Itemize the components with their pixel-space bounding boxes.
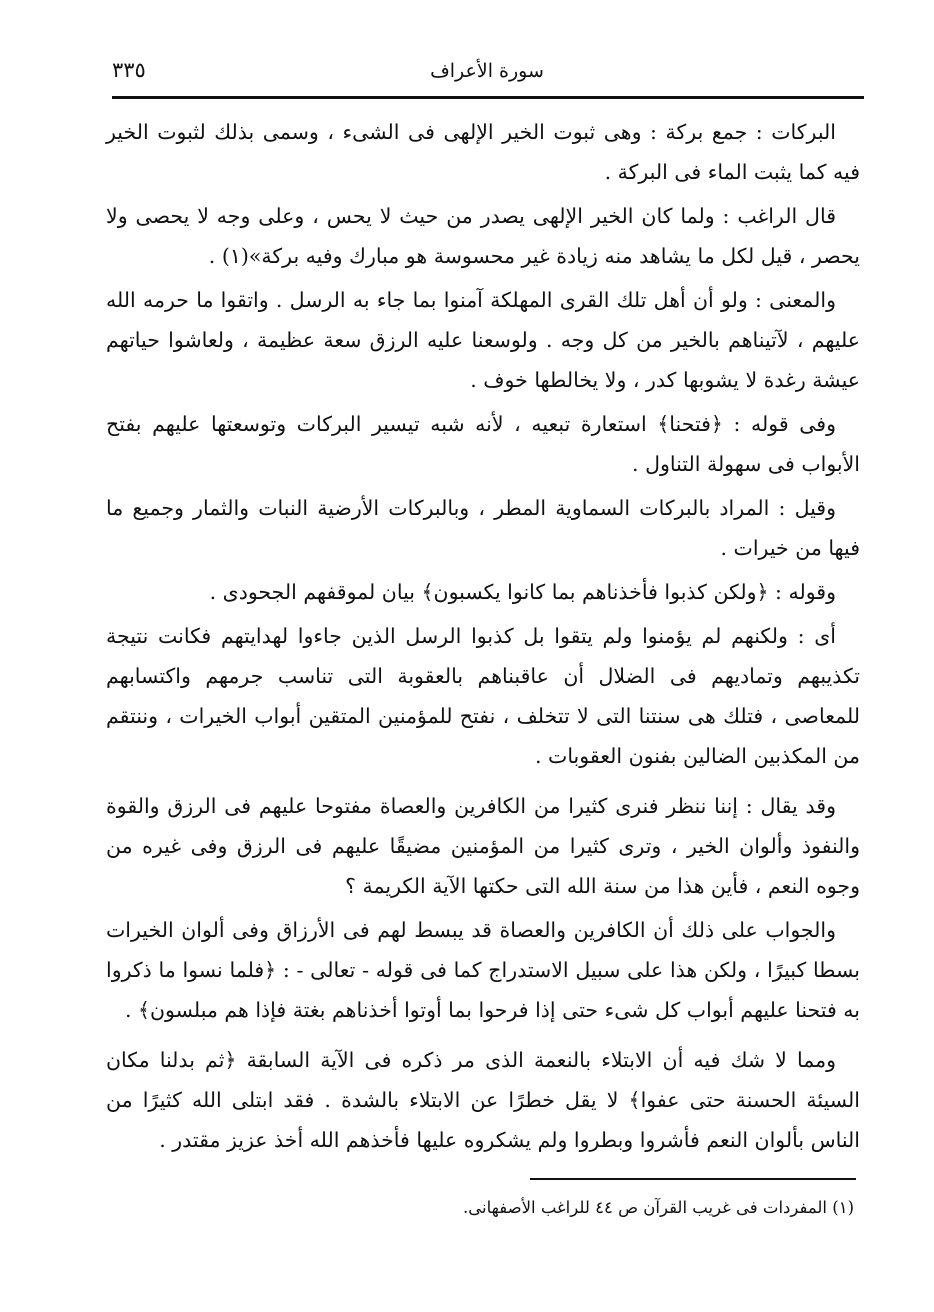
paragraph-barakat-definition: البركات : جمع بركة : وهى ثبوت الخير الإلهى فى الشىء ، وسمى بذلك لثبوت الخير فيه كما يثبت الماء فى البركة . [106,120,860,184]
page-body [106,112,860,1164]
page-header [112,52,862,92]
page-number: ٣٣٥ [112,58,146,82]
paragraph-fatahna-metaphor: وفى قوله : ﴿فتحنا﴾ استعارة تبعيه ، لأنه شبه تيسير البركات وتوسعتها عليهم بفتح الأبواب فى سهولة التناول . [106,412,860,476]
paragraph-meaning: والمعنى : ولو أن أهل تلك القرى المهلكة آمنوا بما جاء به الرسل . واتقوا ما حرمه الله عليهم ، لآتيناهم بالخير من كل وجه . ولوسعنا عليه الرزق سعة عظيمة ، ولعاشوا حياتهم عيشة رغدة لا يشوبها كدر ، ولا يخالطها خوف . [106,288,860,392]
footnote-divider [530,1178,856,1180]
paragraph-answer: والجواب على ذلك أن الكافرين والعصاة قد يبسط لهم فى الأرزاق وفى ألوان الخيرات بسطا كبيرًا ، ولكن هذا على سبيل الاستدراج كما فى قوله - تعالى - : ﴿فلما نسوا ما ذكروا به فتحنا عليهم أبواب كل شىء حتى إذا فرحوا بما أوتوا أخذناهم بغتة فإذا هم مبلسون﴾ . [106,918,860,1022]
paragraph-heaven-earth-blessings: وقيل : المراد بالبركات السماوية المطر ، وبالبركات الأرضية النبات والثمار وجميع ما فيها من خيرات . [106,496,860,560]
header-divider [112,96,864,99]
footnote: (١) المفردات فى غريب القرآن ص ٤٤ للراغب الأصفهانى. [463,1198,854,1217]
paragraph-verse-explanation: وقوله : ﴿ولكن كذبوا فأخذناهم بما كانوا يكسبون﴾ بيان لموقفهم الجحودى . [209,580,836,604]
surah-title: سورة الأعراف [430,60,544,82]
paragraph-objection: وقد يقال : إننا ننظر فنرى كثيرا من الكافرين والعصاة مفتوحا عليهم فى الرزق والقوة والنفوذ وألوان الخير ، وترى كثيرا من المؤمنين مضيقًا عليهم فى الرزق وفى غيره من وجوه النعم ، فأين هذا من سنة الله التى حكتها الآية الكريمة ؟ [106,794,860,898]
paragraph-trial-by-blessing: ومما لا شك فيه أن الابتلاء بالنعمة الذى مر ذكره فى الآية السابقة ﴿ثم بدلنا مكان السيئة الحسنة حتى عفوا﴾ لا يقل خطرًا عن الابتلاء بالشدة . فقد ابتلى الله كثيرًا من الناس بألوان النعم فأشروا وبطروا ولم يشكروه عليها فأخذهم الله أخذ عزيز مقتدر . [106,1048,860,1152]
paragraph-consequence: أى : ولكنهم لم يؤمنوا ولم يتقوا بل كذبوا الرسل الذين جاءوا لهدايتهم فكانت نتيجة تكذيبهم وتماديهم فى الضلال أن عاقبناهم بالعقوبة التى تناسب جرمهم واكتسابهم للمعاصى ، فتلك هى سنتنا التى لا تتخلف ، نفتح للمؤمنين المتقين أبواب الخيرات ، وننتقم من المكذبين الضالين بفنون العقوبات . [106,624,860,768]
paragraph-raghib-quote: قال الراغب : ولما كان الخير الإلهى يصدر من حيث لا يحس ، وعلى وجه لا يحصى ولا يحصر ، قيل لكل ما يشاهد منه زيادة غير محسوسة هو مبارك وفيه بركة»(١) . [106,204,860,268]
